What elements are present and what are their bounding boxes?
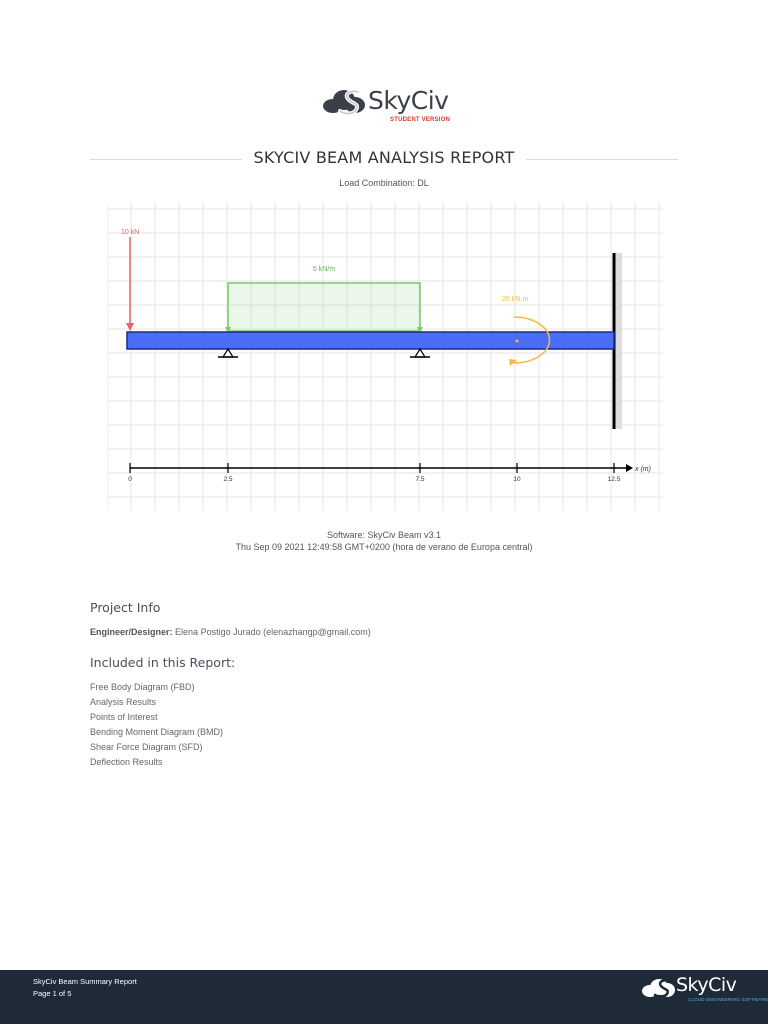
page-footer — [0, 970, 768, 1024]
diagram-grid — [107, 203, 663, 511]
fixed-support-shade — [615, 253, 622, 429]
tick-label: 7.5 — [415, 476, 425, 483]
distributed-load-label: 5 kN/m — [312, 266, 336, 273]
tick-label: 10 — [513, 476, 521, 483]
included-list — [90, 682, 223, 772]
footer-logo-text: SkyCiv — [676, 974, 737, 996]
report-datetime: Thu Sep 09 2021 12:49:58 GMT+0200 (hora de verano de Europa central) — [235, 542, 533, 552]
list-item: Bending Moment Diagram (BMD) — [90, 727, 224, 737]
report-title-row — [90, 148, 678, 170]
included-heading: Included in this Report: — [90, 655, 236, 670]
list-item: Free Body Diagram (FBD) — [90, 682, 195, 692]
engineer-value: Elena Postigo Jurado (elenazhangp@gmail.com) — [175, 627, 371, 637]
beam — [127, 332, 614, 349]
title-divider-right — [526, 159, 678, 160]
cloud-s-icon — [322, 88, 368, 116]
footer-logo-subtitle: CLOUD ENGINEERING SOFTWARE — [688, 997, 768, 1002]
logo-subtitle: STUDENT VERSION — [390, 117, 451, 123]
x-axis — [130, 463, 633, 473]
engineer-label: Engineer/Designer: — [90, 627, 173, 637]
logo-text: SkyCiv — [368, 86, 449, 115]
footer-page-number: Page 1 of 5 — [33, 989, 72, 998]
skyciv-logo — [322, 86, 452, 126]
x-axis-label: x (m) — [635, 466, 651, 473]
list-item: Shear Force Diagram (SFD) — [90, 742, 203, 752]
moment-label: 20 kN·m — [502, 296, 529, 303]
footer-logo — [642, 974, 768, 1004]
report-title: SKYCIV BEAM ANALYSIS REPORT — [253, 148, 515, 167]
list-item: Points of Interest — [90, 712, 158, 722]
point-load-label: 10 kN — [121, 229, 140, 236]
engineer-line — [90, 627, 371, 637]
cloud-s-icon — [642, 978, 676, 998]
software-version: Software: SkyCiv Beam v3.1 — [326, 530, 442, 540]
point-load-arrow — [126, 237, 134, 331]
distributed-load — [225, 283, 423, 333]
project-info-heading: Project Info — [90, 600, 161, 615]
list-item: Analysis Results — [90, 697, 157, 707]
tick-label: 2.5 — [223, 476, 233, 483]
free-body-diagram — [107, 203, 663, 511]
footer-report-name: SkyCiv Beam Summary Report — [33, 977, 137, 986]
tick-label: 0 — [128, 476, 132, 483]
list-item: Deflection Results — [90, 757, 163, 767]
load-combination: Load Combination: DL — [339, 178, 429, 188]
tick-label: 12.5 — [607, 476, 621, 483]
